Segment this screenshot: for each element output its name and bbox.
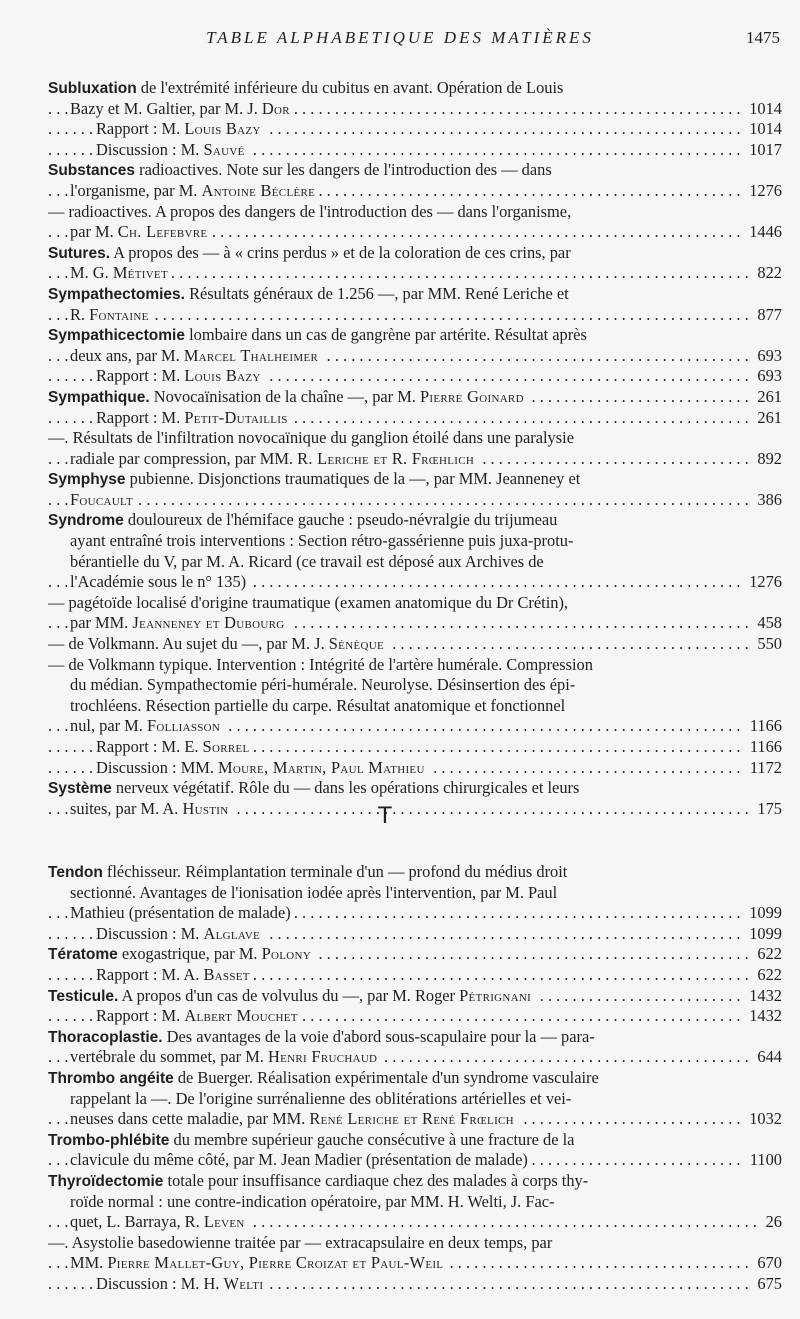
entry-keyword: Sutures. <box>48 244 111 262</box>
entry-body: — pagétoïde localisé d'origine traumatique (examen anatomique du Dr Crétin), <box>48 592 568 612</box>
entry-body: Discussion : M. H. <box>96 1273 224 1293</box>
entry-text <box>48 428 574 447</box>
entry-author: Pétrignani <box>459 985 532 1005</box>
index-line <box>48 305 782 326</box>
entry-body: Discussion : M. <box>96 923 204 943</box>
entry-author: Marcel Thalheimer <box>183 345 319 365</box>
entry-author: Antoine Béclère <box>201 180 316 200</box>
entry-author: Alglave <box>203 923 260 943</box>
page-title: TABLE ALPHABETIQUE DES MATIÈRES <box>206 28 594 47</box>
entry-text <box>48 78 563 97</box>
entry-body: clavicule du même côté, par M. Jean Madier (présentation de malade) <box>70 1150 528 1170</box>
entry-text <box>70 1150 532 1169</box>
entry-keyword: Thrombo angéite <box>48 1069 174 1087</box>
entry-keyword: Symphyse <box>48 471 126 489</box>
entry-body: Mathieu (présentation de malade) <box>70 903 291 923</box>
entry-body: bérantielle du V, par M. A. Ricard (ce travail est déposé aux Archives de <box>70 551 544 571</box>
entry-text <box>70 1253 447 1272</box>
index-line <box>48 78 782 99</box>
index-line <box>48 986 782 1007</box>
entry-text <box>96 119 265 138</box>
entry-text <box>96 1274 267 1293</box>
entry-author: Leven <box>203 1212 245 1232</box>
entry-body: Rapport : M. <box>96 119 185 139</box>
entry-page-ref: 175 <box>751 799 782 820</box>
entry-author: Sorrel <box>202 737 250 756</box>
entry-body: Rapport : M. E. <box>96 737 203 756</box>
entry-text <box>70 99 294 118</box>
entry-page-ref: 1032 <box>743 1109 782 1130</box>
entry-page-ref: 458 <box>751 613 782 634</box>
entry-text <box>48 986 535 1005</box>
entry-body: l'organisme, par M. <box>70 180 202 200</box>
index-line <box>48 140 782 161</box>
index-line <box>48 469 782 490</box>
index-line <box>48 924 782 945</box>
entry-body: ayant entraîné trois interventions : Section rétro-gassérienne puis juxa-protu- <box>70 531 574 551</box>
entry-text <box>70 799 232 818</box>
index-line <box>48 862 782 883</box>
entry-text <box>96 965 254 984</box>
entry-page-ref: 1014 <box>743 99 782 120</box>
entry-body: lombaire dans un cas de gangrène par artérite. Résultat après <box>184 325 587 345</box>
entry-text <box>70 716 224 735</box>
entry-page-ref: 1014 <box>743 119 782 140</box>
entry-text <box>70 490 137 509</box>
entry-body: neuses dans cette maladie, par MM. <box>70 1109 310 1129</box>
entry-text <box>70 675 575 694</box>
entry-body: — radioactives. A propos des dangers de l'introduction des — dans l'organisme, <box>48 201 572 221</box>
entry-keyword: Testicule. <box>48 987 119 1005</box>
entry-keyword: Sympathicectomie <box>48 327 185 345</box>
entry-author: Polony <box>261 944 312 964</box>
entry-body: deux ans, par M. <box>70 345 184 365</box>
entry-text <box>48 243 571 262</box>
entry-text <box>70 346 322 365</box>
index-line <box>48 222 782 243</box>
entry-body: quet, L. Barraya, R. <box>70 1212 204 1232</box>
entry-text <box>48 593 568 612</box>
entry-keyword: Trombo-phlébite <box>48 1131 170 1149</box>
entry-body: M. G. <box>70 263 113 283</box>
entry-text <box>48 387 528 406</box>
index-line <box>48 99 782 120</box>
entry-page-ref: 1017 <box>743 140 782 161</box>
entry-text <box>70 181 319 200</box>
index-line <box>48 1274 782 1295</box>
index-line <box>48 119 782 140</box>
entry-text <box>96 366 265 385</box>
entry-page-ref: 675 <box>751 1274 782 1295</box>
index-line <box>48 655 782 676</box>
entry-body: l'Académie sous le n° 135) <box>70 572 247 592</box>
entry-body: radiale par compression, par MM. <box>70 448 298 468</box>
index-line <box>48 613 782 634</box>
entry-keyword: Thyroïdectomie <box>48 1172 164 1190</box>
entry-text <box>48 1233 552 1252</box>
entry-body: R. <box>70 304 90 324</box>
index-line <box>48 160 782 181</box>
index-line <box>48 490 782 511</box>
entry-body: Discussion : M. <box>96 139 204 159</box>
index-line <box>48 1109 782 1130</box>
entry-text <box>70 696 565 715</box>
index-line <box>48 510 782 531</box>
entry-body: Rapport : M. <box>96 407 185 427</box>
entry-author: Hustin <box>182 798 229 818</box>
entry-text <box>70 613 289 632</box>
entry-body: vertébrale du sommet, par M. <box>70 1047 268 1067</box>
entry-text <box>48 1068 599 1087</box>
entry-body: Discussion : MM. <box>96 757 219 777</box>
entry-body: Rapport : M. <box>96 1006 185 1026</box>
entry-text <box>70 1192 555 1211</box>
index-line <box>48 449 782 470</box>
index-line <box>48 346 782 367</box>
index-line <box>48 1006 782 1027</box>
entry-keyword: Système <box>48 780 112 798</box>
entry-author: Louis Bazy <box>184 366 261 386</box>
entry-text <box>70 449 478 468</box>
entry-body: Novocaïnisation de la chaîne —, par M. <box>149 386 421 406</box>
index-entries-s <box>48 78 782 819</box>
entry-body: A propos des — à « crins perdus » et de la coloration de ces crins, par <box>110 242 571 262</box>
entry-text <box>48 510 557 529</box>
entry-body: Résultats généraux de 1.256 —, par MM. René Leriche et <box>184 283 569 303</box>
entry-body: radioactives. Note sur les dangers de l'introduction des — dans <box>135 160 552 180</box>
entry-page-ref: 1276 <box>743 572 782 593</box>
entry-page-ref: 386 <box>751 490 782 511</box>
entry-page-ref: 693 <box>751 366 782 387</box>
entry-text <box>96 408 292 427</box>
entry-page-ref: 693 <box>751 346 782 367</box>
entry-keyword: Sympathique. <box>48 388 150 406</box>
entry-author: Henri Fruchaud <box>268 1047 378 1067</box>
index-line <box>48 675 782 696</box>
index-line <box>48 716 782 737</box>
entry-text <box>48 202 571 221</box>
entry-text <box>48 1027 595 1046</box>
entry-keyword: Subluxation <box>48 80 137 97</box>
entry-text <box>70 263 172 282</box>
entry-keyword: Sympathectomies. <box>48 285 185 303</box>
page-header <box>0 28 800 52</box>
index-line <box>48 387 782 408</box>
entry-text <box>96 1006 302 1025</box>
entry-page-ref: 1099 <box>743 903 782 924</box>
entry-author: R. Leriche et R. Frœhlich <box>297 448 475 468</box>
index-line <box>48 428 782 449</box>
entry-body: trochléens. Résection partielle du carpe. Résultat anatomique et fonctionnel <box>70 695 566 715</box>
entry-page-ref: 670 <box>751 1253 782 1274</box>
index-line <box>48 181 782 202</box>
entry-body: de Buerger. Réalisation expérimentale d'un syndrome vasculaire <box>173 1067 599 1087</box>
entry-text <box>48 862 567 881</box>
entry-author: Fontaine <box>89 304 149 324</box>
index-line <box>48 1089 782 1110</box>
entry-body: roïde normal : une contre-indication opératoire, par MM. H. Welti, J. Fac- <box>70 1191 555 1211</box>
entry-author: Sauvé <box>203 139 245 159</box>
entry-body: pubienne. Disjonctions traumatiques de la —, par MM. Jeanneney et <box>125 469 581 489</box>
entry-author: Jeanneney et Dubourg <box>132 613 285 633</box>
entry-page-ref: 1099 <box>743 924 782 945</box>
entry-text <box>48 944 315 963</box>
entry-body: Bazy et M. Galtier, par M. J. <box>70 98 262 118</box>
entry-body: Des avantages de la voie d'abord sous-scapulaire pour la — para- <box>162 1026 595 1046</box>
entry-author: Petit-Dutaillis <box>184 407 288 427</box>
index-entries-t <box>48 862 782 1294</box>
index-line <box>48 944 782 965</box>
entry-text <box>48 1171 588 1190</box>
entry-text <box>96 140 249 159</box>
entry-author: Sénèque <box>328 634 384 654</box>
entry-author: Foucault <box>70 489 134 509</box>
entry-text <box>48 469 580 488</box>
index-line <box>48 758 782 779</box>
index-line <box>48 531 782 552</box>
index-line <box>48 552 782 573</box>
entry-page-ref: 26 <box>760 1212 782 1233</box>
entry-body: nerveux végétatif. Rôle du — dans les opérations chirurgicales et leurs <box>111 778 580 798</box>
section-letter: T <box>377 802 393 829</box>
entry-body: rappelant la —. De l'origine surrénalienne des oblitérations artérielles et vei- <box>70 1088 572 1108</box>
index-line <box>48 1171 782 1192</box>
entry-author: René Leriche et René Frœlich <box>309 1109 514 1129</box>
entry-body: par MM. <box>70 613 133 633</box>
entry-page-ref: 1432 <box>743 986 782 1007</box>
entry-body: suites, par M. A. <box>70 798 183 818</box>
entry-body: Rapport : M. A. <box>96 964 204 984</box>
entry-text <box>70 1047 381 1066</box>
entry-text <box>70 1109 518 1128</box>
entry-body: douloureux de l'hémiface gauche : pseudo-névralgie du trijumeau <box>123 510 558 530</box>
index-line <box>48 593 782 614</box>
entry-text <box>70 222 211 241</box>
page-number: 1475 <box>746 28 780 47</box>
entry-body: nul, par M. <box>70 716 147 736</box>
entry-author: Ch. Lefebvre <box>117 222 208 242</box>
index-line <box>48 965 782 986</box>
entry-page-ref: 892 <box>751 449 782 470</box>
index-line <box>48 634 782 655</box>
entry-text <box>48 778 579 797</box>
index-line <box>48 1233 782 1254</box>
entry-keyword: Tératome <box>48 946 118 964</box>
entry-page-ref: 644 <box>751 1047 782 1068</box>
entry-body: Rapport : M. <box>96 366 185 386</box>
index-line <box>48 325 782 346</box>
entry-body: sectionné. Avantages de l'ionisation iodée après l'intervention, par M. Paul <box>70 882 558 902</box>
entry-author: Louis Bazy <box>184 119 261 139</box>
entry-body: MM. <box>70 1253 108 1273</box>
index-line <box>48 1027 782 1048</box>
entry-text <box>70 1089 571 1108</box>
entry-author: Albert Mouchet <box>184 1006 298 1026</box>
index-line <box>48 572 782 593</box>
index-line <box>48 1130 782 1151</box>
entry-page-ref: 1166 <box>744 716 782 737</box>
entry-body: — de Volkmann. Au sujet du —, par M. J. <box>48 634 329 654</box>
index-line <box>48 737 782 758</box>
entry-text <box>48 325 587 344</box>
entry-author: Dor <box>261 98 290 118</box>
entry-page-ref: 1166 <box>744 737 782 758</box>
entry-body: fléchisseur. Réimplantation terminale d'un — profond du médius droit <box>102 862 568 881</box>
index-line <box>48 1212 782 1233</box>
entry-text <box>70 552 544 571</box>
entry-page-ref: 877 <box>751 305 782 326</box>
index-line <box>48 366 782 387</box>
index-line <box>48 263 782 284</box>
entry-page-ref: 1172 <box>744 758 782 779</box>
index-line <box>48 903 782 924</box>
entry-text <box>96 924 264 943</box>
index-line <box>48 1150 782 1171</box>
entry-text <box>70 1212 249 1231</box>
entry-body: —. Asystolie basedowienne traitée par — extracapsulaire en deux temps, par <box>48 1232 553 1252</box>
entry-page-ref: 622 <box>751 965 782 986</box>
entry-body: —. Résultats de l'infiltration novocaïnique du ganglion étoilé dans une paralysie <box>48 428 574 448</box>
entry-text <box>96 737 254 756</box>
index-line <box>48 408 782 429</box>
entry-keyword: Thoracoplastie. <box>48 1028 163 1046</box>
index-line <box>48 284 782 305</box>
index-line <box>48 778 782 799</box>
entry-text <box>70 903 295 922</box>
entry-text <box>70 305 153 324</box>
entry-page-ref: 261 <box>751 408 782 429</box>
entry-text <box>48 655 593 674</box>
entry-author: Basset <box>203 964 250 984</box>
entry-keyword: Syndrome <box>48 512 124 530</box>
index-line <box>48 1192 782 1213</box>
entry-text <box>48 1130 574 1149</box>
entry-text <box>48 634 388 653</box>
index-line <box>48 883 782 904</box>
entry-page-ref: 1446 <box>743 222 782 243</box>
index-line <box>48 1047 782 1068</box>
entry-text <box>70 883 557 902</box>
entry-text <box>70 531 573 550</box>
entry-body: totale pour insuffisance cardiaque chez des malades à corps thy- <box>163 1170 589 1190</box>
index-line <box>48 243 782 264</box>
entry-text <box>96 758 429 777</box>
entry-text <box>48 160 552 179</box>
entry-page-ref: 1100 <box>744 1150 782 1171</box>
index-line <box>48 696 782 717</box>
entry-body: — de Volkmann typique. Intervention : Intégrité de l'artère humérale. Compression <box>48 654 593 674</box>
entry-body: du membre supérieur gauche consécutive à une fracture de la <box>169 1129 575 1149</box>
index-line <box>48 1253 782 1274</box>
entry-body: du médian. Sympathectomie péri-humérale. Neurolyse. Désinsertion des épi- <box>70 675 576 695</box>
entry-text <box>70 572 250 591</box>
entry-body: par M. <box>70 222 118 242</box>
entry-body: exogastrique, par M. <box>117 944 262 964</box>
entry-page-ref: 822 <box>751 263 782 284</box>
entry-author: Pierre Goinard <box>420 386 524 406</box>
entry-text <box>48 284 569 303</box>
entry-author: Métivet <box>112 263 168 283</box>
entry-author: Pierre Mallet-Guy, Pierre Croizat et Paul-Weil <box>107 1253 444 1273</box>
entry-author: Folliasson <box>146 716 221 736</box>
entry-body: de l'extrémité inférieure du cubitus en avant. Opération de Louis <box>136 78 564 97</box>
entry-page-ref: 1432 <box>743 1006 782 1027</box>
index-line <box>48 202 782 223</box>
entry-page-ref: 1276 <box>743 181 782 202</box>
entry-author: Welti <box>223 1273 264 1293</box>
entry-page-ref: 261 <box>751 387 782 408</box>
entry-page-ref: 622 <box>751 944 782 965</box>
entry-keyword: Substances <box>48 162 136 180</box>
entry-page-ref: 550 <box>751 634 782 655</box>
index-line <box>48 1068 782 1089</box>
entry-author: Moure, Martin, Paul Mathieu <box>218 757 425 777</box>
entry-body: A propos d'un cas de volvulus du —, par M. Roger <box>118 985 460 1005</box>
entry-keyword: Tendon <box>48 864 103 881</box>
